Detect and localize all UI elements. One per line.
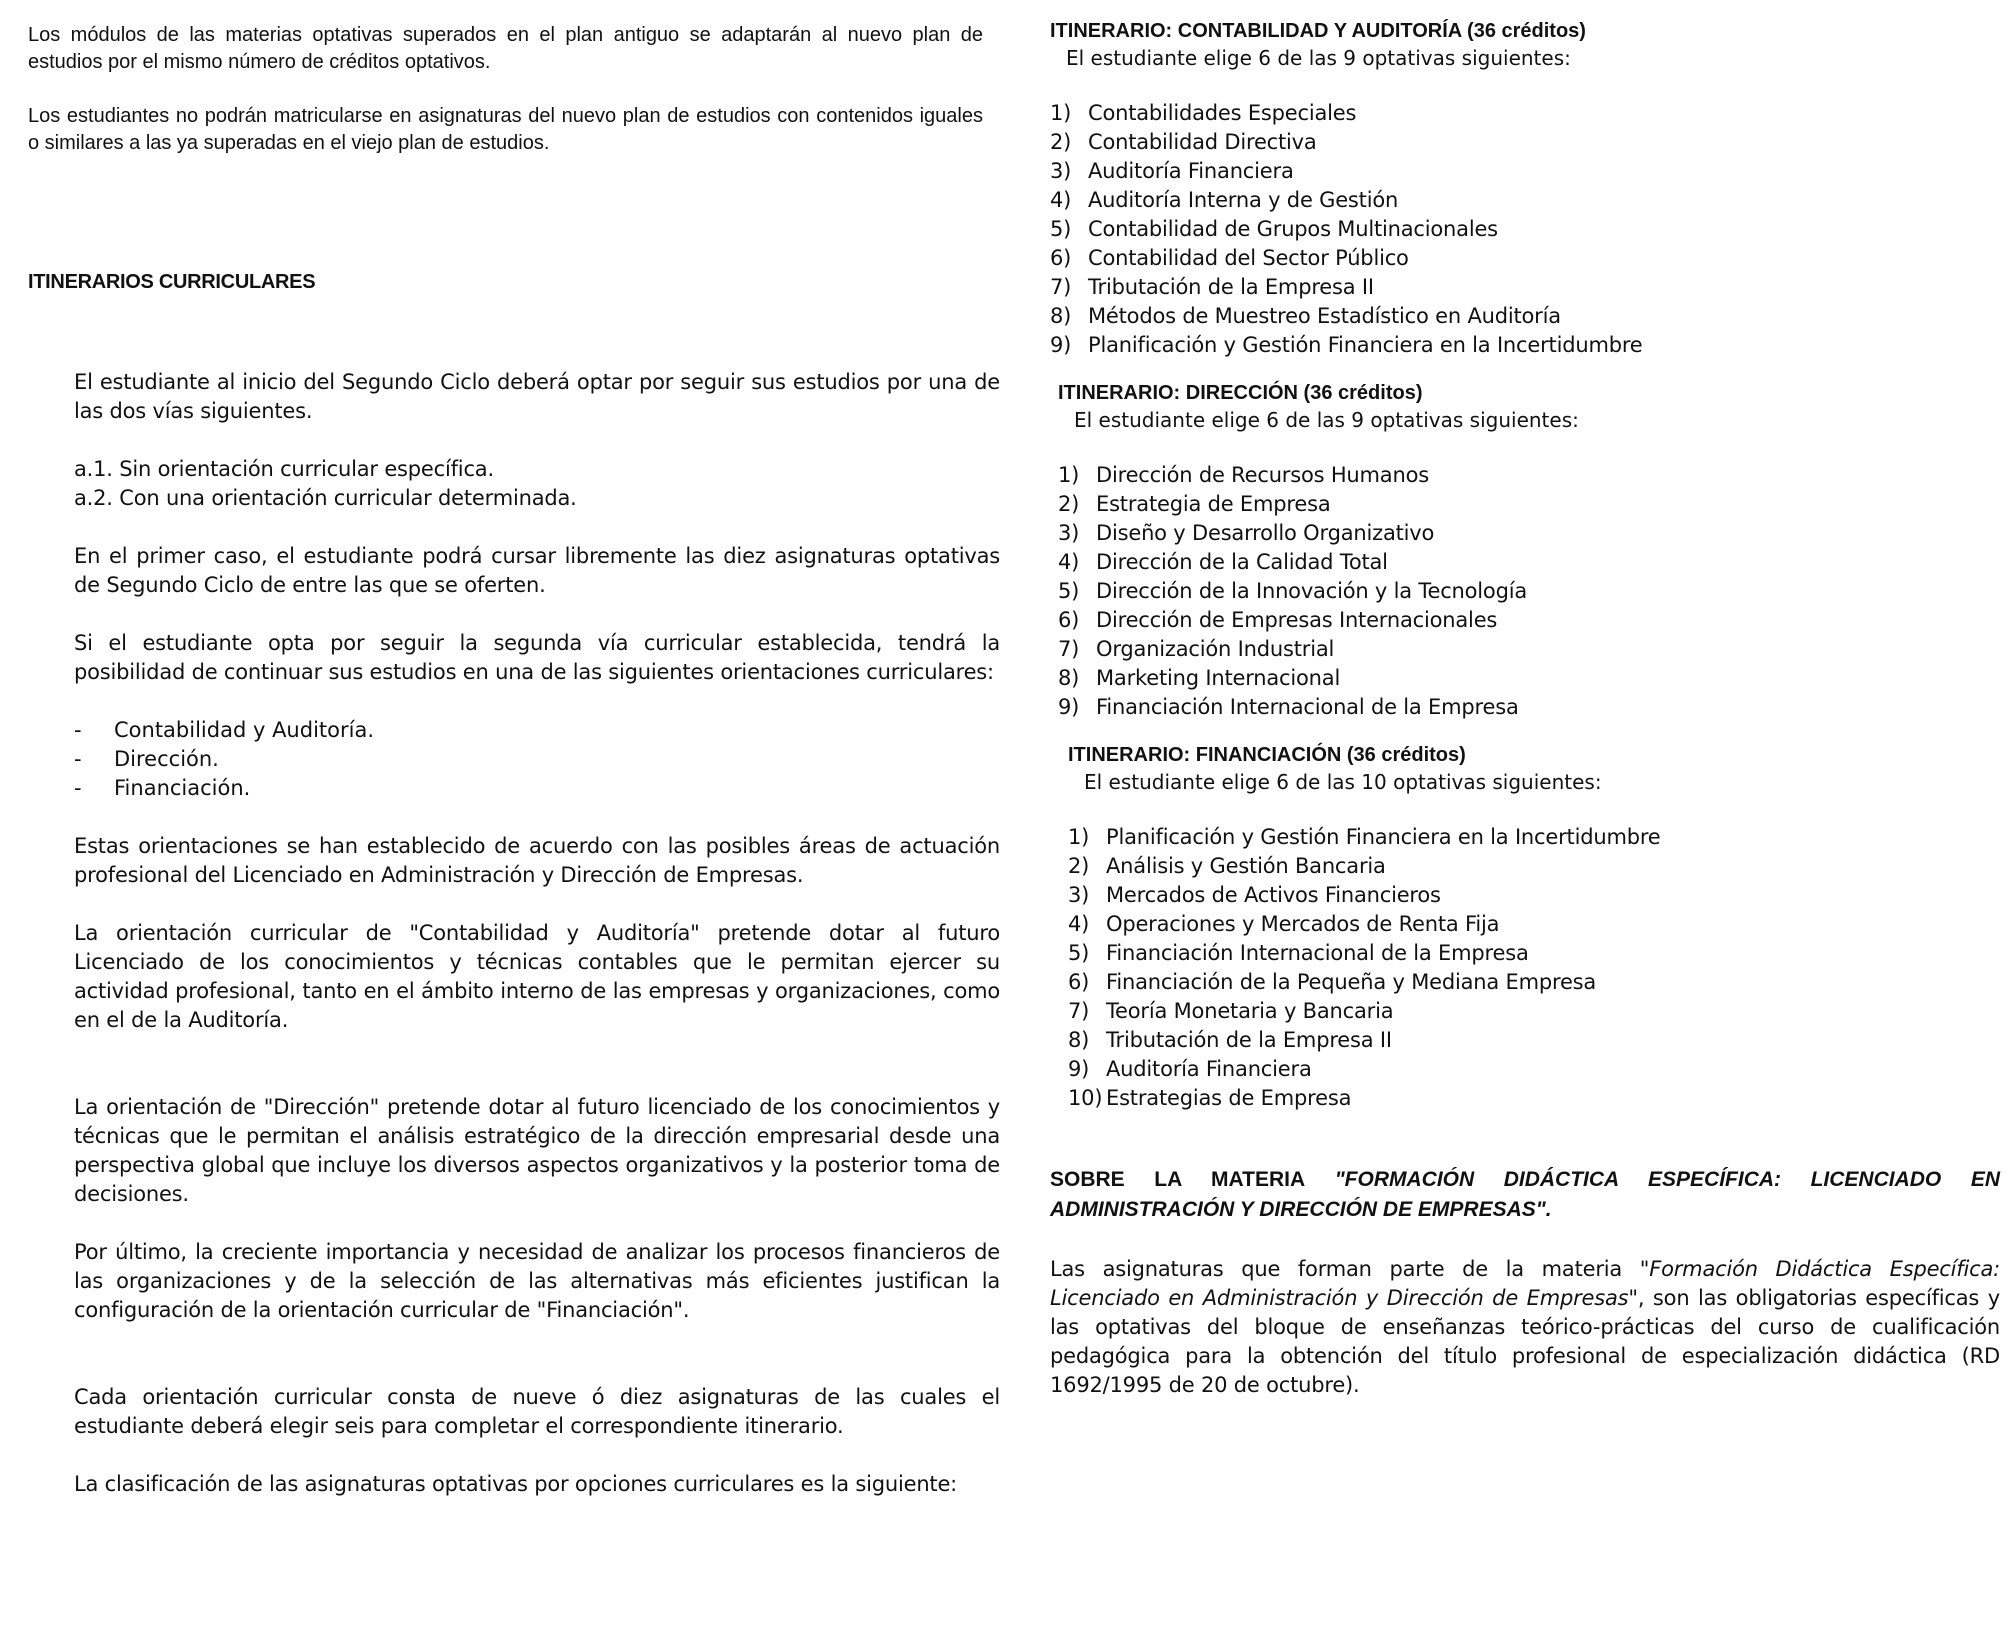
list-item xyxy=(1050,186,2000,215)
list-item xyxy=(1058,461,2000,490)
list-item xyxy=(74,716,1000,745)
item-label: Estrategia de Empresa xyxy=(1096,492,1331,516)
item-label: Contabilidad de Grupos Multinacionales xyxy=(1088,217,1498,241)
item-number: 7) xyxy=(1058,637,1080,661)
item-number: 2) xyxy=(1050,130,1072,154)
item-label: Análisis y Gestión Bancaria xyxy=(1106,854,1386,878)
itinerarios-body xyxy=(74,368,1000,1499)
list-item xyxy=(1068,852,2000,881)
itinerary-title: ITINERARIO: DIRECCIÓN (36 créditos) xyxy=(1058,382,1423,404)
item-label: Teoría Monetaria y Bancaria xyxy=(1106,999,1394,1023)
item-number: 7) xyxy=(1068,999,1090,1023)
item-label: Planificación y Gestión Financiera en la Incertidumbre xyxy=(1106,825,1661,849)
item-number: 3) xyxy=(1050,159,1072,183)
paragraph-financiacion: Por último, la creciente importancia y necesidad de analizar los procesos financieros de las organizaciones y de la selección de las alternativas más eficientes justifican la configuración de la orientación curricular de "Financiación". xyxy=(74,1240,1000,1322)
itinerary-subtitle: El estudiante elige 6 de las 10 optativas siguientes: xyxy=(1084,770,1602,794)
list-dash: - xyxy=(74,747,82,771)
item-label: Contabilidad Directiva xyxy=(1088,130,1317,154)
item-number: 4) xyxy=(1050,188,1072,212)
item-number: 9) xyxy=(1068,1057,1090,1081)
item-label: Métodos de Muestreo Estadístico en Auditoría xyxy=(1088,304,1561,328)
list-item-label: Dirección. xyxy=(114,747,219,771)
item-number: 1) xyxy=(1068,825,1090,849)
list-item xyxy=(1058,490,2000,519)
item-label: Estrategias de Empresa xyxy=(1106,1086,1352,1110)
list-item xyxy=(1068,968,2000,997)
left-column xyxy=(28,22,1000,1499)
paragraph-first-case: En el primer caso, el estudiante podrá cursar libremente las diez asignaturas optativas de Segundo Ciclo de entre las que se oferten. xyxy=(74,544,1000,597)
paragraph-each-orientation: Cada orientación curricular consta de nueve ó diez asignaturas de las cuales el estudiante deberá elegir seis para completar el correspondiente itinerario. xyxy=(74,1385,1000,1438)
item-number: 4) xyxy=(1068,912,1090,936)
item-label: Dirección de Recursos Humanos xyxy=(1096,463,1429,487)
right-column xyxy=(1050,18,2000,1400)
list-dash: - xyxy=(74,718,82,742)
item-label: Organización Industrial xyxy=(1096,637,1335,661)
item-label: Contabilidades Especiales xyxy=(1088,101,1357,125)
item-number: 6) xyxy=(1050,246,1072,270)
list-item xyxy=(1068,939,2000,968)
itinerary-subtitle: El estudiante elige 6 de las 9 optativas siguientes: xyxy=(1074,408,1579,432)
list-item xyxy=(1058,693,2000,722)
itinerary-contabilidad xyxy=(1050,18,2000,360)
materia-body-start: Las asignaturas que forman parte de la materia xyxy=(1050,1257,1640,1281)
list-item xyxy=(1050,302,2000,331)
list-item xyxy=(1058,548,2000,577)
item-number: 2) xyxy=(1068,854,1090,878)
item-number: 6) xyxy=(1068,970,1090,994)
list-item xyxy=(1050,273,2000,302)
itinerary-course-list xyxy=(1050,99,2000,360)
item-number: 6) xyxy=(1058,608,1080,632)
itinerary-title: ITINERARIO: FINANCIACIÓN (36 créditos) xyxy=(1068,744,1466,766)
itinerary-direccion xyxy=(1050,380,2000,722)
paragraph-established: Estas orientaciones se han establecido de acuerdo con las posibles áreas de actuación profesional del Licenciado en Administración y Dirección de Empresas. xyxy=(74,834,1000,887)
orientations-list xyxy=(74,716,1000,803)
list-item xyxy=(1068,1084,2000,1113)
materia-body-italic: "Formación Didáctica Específica: Licenciado en Administración y Dirección de Empresas" xyxy=(1050,1257,2001,1310)
list-item xyxy=(74,745,1000,774)
item-number: 5) xyxy=(1050,217,1072,241)
list-item xyxy=(1058,635,2000,664)
item-label: Financiación de la Pequeña y Mediana Empresa xyxy=(1106,970,1597,994)
item-label: Auditoría Financiera xyxy=(1088,159,1294,183)
item-number: 1) xyxy=(1058,463,1080,487)
item-number: 9) xyxy=(1058,695,1080,719)
item-label: Contabilidad del Sector Público xyxy=(1088,246,1409,270)
list-item xyxy=(1050,157,2000,186)
item-number: 8) xyxy=(1068,1028,1090,1052)
materia-section xyxy=(1050,1165,2000,1400)
itinerary-financiacion xyxy=(1050,742,2000,1113)
list-dash: - xyxy=(74,776,82,800)
item-number: 10) xyxy=(1068,1086,1103,1110)
list-item xyxy=(1068,997,2000,1026)
list-item xyxy=(74,774,1000,803)
option-a1: a.1. Sin orientación curricular específica. xyxy=(74,457,494,481)
intro-paragraph-1: Los módulos de las materias optativas superados en el plan antiguo se adaptarán al nuevo plan de estudios por el mismo número de créditos optativos. xyxy=(28,24,983,73)
item-label: Tributación de la Empresa II xyxy=(1088,275,1374,299)
paragraph-classification: La clasificación de las asignaturas optativas por opciones curriculares es la siguiente: xyxy=(74,1472,958,1496)
item-number: 3) xyxy=(1058,521,1080,545)
item-label: Financiación Internacional de la Empresa xyxy=(1106,941,1529,965)
item-number: 8) xyxy=(1058,666,1080,690)
materia-title-prefix: SOBRE LA MATERIA xyxy=(1050,1168,1306,1191)
list-item xyxy=(1058,664,2000,693)
list-item xyxy=(1058,577,2000,606)
item-label: Dirección de Empresas Internacionales xyxy=(1096,608,1498,632)
materia-title-italic: "FORMACIÓN DIDÁCTICA ESPECÍFICA: LICENCIADO EN ADMINISTRACIÓN Y DIRECCIÓN DE EMPRESAS". xyxy=(1050,1168,2000,1221)
list-item-label: Financiación. xyxy=(114,776,251,800)
list-item xyxy=(1058,519,2000,548)
itinerary-course-list xyxy=(1058,461,2000,722)
item-label: Tributación de la Empresa II xyxy=(1106,1028,1392,1052)
item-label: Mercados de Activos Financieros xyxy=(1106,883,1441,907)
paragraph-direccion: La orientación de "Dirección" pretende dotar al futuro licenciado de los conocimientos y técnicas que le permitan el análisis estratégico de la dirección empresarial desde una perspectiva global que incluye los diversos aspectos organizativos y la posterior toma de decisiones. xyxy=(74,1095,1000,1206)
paragraph-second-way: Si el estudiante opta por seguir la segunda vía curricular establecida, tendrá la posibilidad de continuar sus estudios en una de las siguientes orientaciones curriculares: xyxy=(74,631,1000,684)
item-label: Marketing Internacional xyxy=(1096,666,1341,690)
list-item xyxy=(1068,910,2000,939)
item-number: 5) xyxy=(1068,941,1090,965)
item-number: 8) xyxy=(1050,304,1072,328)
itinerary-subtitle: El estudiante elige 6 de las 9 optativas siguientes: xyxy=(1066,46,1571,70)
item-label: Operaciones y Mercados de Renta Fija xyxy=(1106,912,1500,936)
list-item xyxy=(1068,823,2000,852)
paragraph-choose-path: El estudiante al inicio del Segundo Ciclo deberá optar por seguir sus estudios por una de las dos vías siguientes. xyxy=(74,370,1000,423)
materia-title xyxy=(1050,1165,2000,1225)
paragraph-contabilidad: La orientación curricular de "Contabilidad y Auditoría" pretende dotar al futuro Licenciado de los conocimientos y técnicas contables que le permitan ejercer su actividad profesional, tanto en el ámbito interno de las empresas y organizaciones, como en el de la Auditoría. xyxy=(74,921,1000,1032)
section-title: ITINERARIOS CURRICULARES xyxy=(28,271,316,293)
item-label: Planificación y Gestión Financiera en la Incertidumbre xyxy=(1088,333,1643,357)
item-number: 5) xyxy=(1058,579,1080,603)
list-item xyxy=(1058,606,2000,635)
list-item-label: Contabilidad y Auditoría. xyxy=(114,718,374,742)
list-item xyxy=(1050,128,2000,157)
itinerary-course-list xyxy=(1068,823,2000,1113)
list-item xyxy=(1050,244,2000,273)
item-number: 3) xyxy=(1068,883,1090,907)
item-label: Dirección de la Calidad Total xyxy=(1096,550,1388,574)
materia-body-end: , son las obligatorias específicas y las optativas del bloque de enseñanzas teórico-prácticas del curso de cualificación pedagógica para la obtención del título profesional de especialización didáctica (RD 1692/1995 de 20 de octubre). xyxy=(1050,1286,2000,1397)
item-label: Financiación Internacional de la Empresa xyxy=(1096,695,1519,719)
list-item xyxy=(1068,1055,2000,1084)
list-item xyxy=(1050,331,2000,360)
list-item xyxy=(1068,1026,2000,1055)
option-a2: a.2. Con una orientación curricular determinada. xyxy=(74,486,577,510)
item-label: Diseño y Desarrollo Organizativo xyxy=(1096,521,1435,545)
list-item xyxy=(1050,99,2000,128)
list-item xyxy=(1050,215,2000,244)
item-number: 2) xyxy=(1058,492,1080,516)
item-number: 1) xyxy=(1050,101,1072,125)
item-label: Auditoría Financiera xyxy=(1106,1057,1312,1081)
itinerary-title: ITINERARIO: CONTABILIDAD Y AUDITORÍA (36 créditos) xyxy=(1050,20,1586,42)
item-number: 4) xyxy=(1058,550,1080,574)
item-label: Auditoría Interna y de Gestión xyxy=(1088,188,1399,212)
item-label: Dirección de la Innovación y la Tecnología xyxy=(1096,579,1528,603)
list-item xyxy=(1068,881,2000,910)
item-number: 9) xyxy=(1050,333,1072,357)
item-number: 7) xyxy=(1050,275,1072,299)
intro-paragraph-2: Los estudiantes no podrán matricularse en asignaturas del nuevo plan de estudios con contenidos iguales o similares a las ya superadas en el viejo plan de estudios. xyxy=(28,105,983,154)
materia-body xyxy=(1050,1255,2000,1400)
